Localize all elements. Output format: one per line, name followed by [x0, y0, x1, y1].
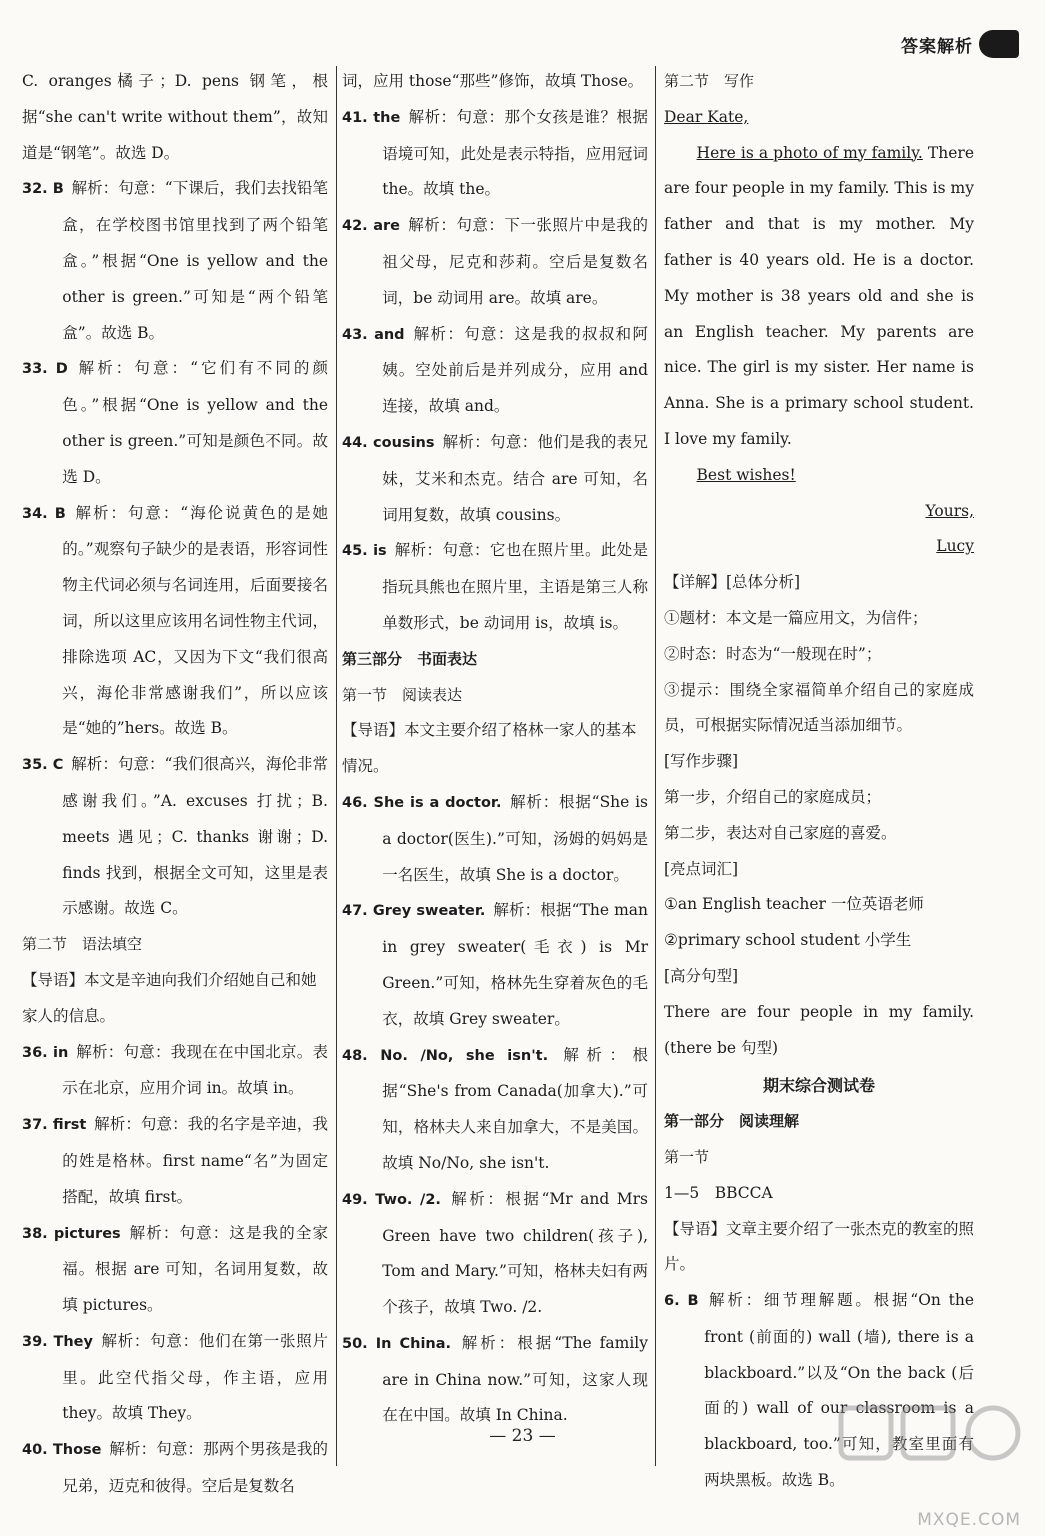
section-heading: 第一部分 阅读理解	[664, 1112, 800, 1131]
answer-explanation: 解析：句意：这是我的全家福。根据 are 可知，名词用复数，故填 pictures。	[62, 1223, 328, 1315]
answer-number: 36. in	[22, 1044, 69, 1061]
answer-item	[342, 1038, 648, 1182]
text-line: 第一步，介绍自己的家庭成员；	[664, 787, 882, 806]
text-line: [高分句型]	[664, 966, 739, 985]
answer-item	[342, 100, 648, 208]
answer-number: 41. the	[342, 109, 401, 126]
text-line: 【详解】[总体分析]	[664, 573, 801, 592]
text-line: C. oranges橘子；D. pens 钢笔，根据“she can't write without them”，故知道是“钢笔”。故选 D。	[22, 72, 328, 162]
answer-item	[22, 1324, 328, 1432]
section-heading: 第一节 阅读表达	[342, 685, 463, 704]
text-line: ②primary school student 小学生	[664, 931, 912, 950]
text-line: 【导语】本文是辛迪向我们介绍她自己和她家人的信息。	[22, 970, 317, 1025]
answer-number: 33. D	[22, 361, 68, 378]
answer-explanation: 解析：句意：“它们有不同的颜色。”根据“One is yellow and the other is green.”可知是颜色不同。故选 D。	[62, 359, 328, 486]
answer-item	[342, 208, 648, 316]
answer-explanation: 解析：根据“She is a doctor(医生).”可知，汤姆的妈妈是一名医生，故填 She is a doctor。	[382, 792, 648, 884]
text-line: 第二步，表达对自己家庭的喜爱。	[664, 823, 897, 842]
answer-number: 50. In China.	[342, 1335, 452, 1352]
answer-number: 45. is	[342, 543, 387, 560]
answer-item	[342, 317, 648, 425]
letter-body-rest: There are four people in my family. This is my father and that is my mother. My father is 40 years old. He is a doctor. My mother is 38 years old and she is an English teacher. My parents are nice. The girl is my sister. Her name is Anna. She is a primary school student. I love my family.	[664, 143, 974, 448]
answer-item	[22, 1035, 328, 1108]
answer-number: 35. C	[22, 757, 64, 774]
letter-yours: Yours,	[925, 501, 974, 520]
answer-item	[342, 425, 648, 533]
answer-explanation: 解析：句意：那个女孩是谁？根据语境可知，此处是表示特指，应用冠词 the。故填 the。	[382, 107, 648, 199]
letter-salutation: Dear Kate,	[664, 107, 749, 126]
text-line: There are four people in my family. (there be 句型)	[664, 1002, 974, 1057]
answer-explanation: 解析：句意：我现在在中国北京。表示在北京，应用介词 in。故填 in。	[62, 1042, 328, 1098]
answer-explanation: 解析：句意：它也在照片里。此处是指玩具熊也在照片里，主语是第三人称单数形式，be 动词用 is，故填 is。	[382, 541, 648, 632]
column-left	[22, 64, 328, 1505]
answer-explanation: 解析：细节理解题。根据“On the front (前面的) wall (墙), there is a blackboard.”以及“On the back (后面的) wall of our classroom is a blackboard, too.”可知，教室里面有两块黑板。故选 B。	[704, 1291, 974, 1490]
section-heading: 第二节 语法填空	[22, 935, 143, 954]
test-title: 期末综合测试卷	[762, 1076, 875, 1096]
answer-item	[22, 747, 328, 927]
answer-item	[22, 1107, 328, 1215]
answer-item	[22, 171, 328, 351]
letter-signature: Lucy	[936, 537, 974, 556]
letter-body	[664, 136, 974, 458]
column-right	[664, 64, 974, 1499]
writing-analysis	[664, 565, 974, 1499]
text-line: 【导语】文章主要介绍了一张杰克的教室的照片。	[664, 1219, 975, 1274]
text-line: ②时态：时态为“一般现在时”；	[664, 644, 882, 663]
answer-explanation: 解析：根据“The family are in China now.”可知，这家人现在在中国。故填 In China.	[382, 1333, 648, 1425]
section-heading: 第一节	[664, 1147, 710, 1166]
answer-explanation: 解析：根据“The man in grey sweater(毛衣) is Mr Green.”可知，格林先生穿着灰色的毛衣，故填 Grey sweater。	[382, 901, 648, 1028]
answer-item	[342, 785, 648, 893]
writing-sample	[664, 64, 974, 565]
answer-explanation: 解析：句意：他们在第一张照片里。此空代指父母，作主语，应用 they。故填 They。	[62, 1331, 328, 1423]
answer-number: 37. first	[22, 1117, 87, 1134]
answer-explanation: 解析：句意：这是我的叔叔和阿姨。空处前后是并列成分，应用 and 连接，故填 and。	[382, 324, 648, 416]
header-tab	[901, 28, 1019, 60]
answer-explanation: 解析：句意：“我们很高兴，海伦非常感谢我们。”A. excuses 打扰；B. meets 遇见；C. thanks 谢谢；D. finds 找到，根据全文可知，这里是表示感谢。故选 C。	[62, 755, 328, 918]
answer-explanation: 解析：句意：我的名字是辛迪，我的姓是格林。first name“名”为固定搭配，故填 first。	[62, 1115, 328, 1206]
text-line: 1—5 BBCCA	[664, 1183, 773, 1202]
answer-item	[664, 1283, 974, 1499]
text-line: [亮点词汇]	[664, 859, 739, 878]
answer-explanation: 解析：句意：他们是我的表兄妹，艾米和杰克。结合 are 可知，名词用复数，故填 cousins。	[382, 432, 648, 524]
answer-number: 32. B	[22, 181, 64, 198]
text-line: [写作步骤]	[664, 752, 739, 771]
answer-item	[342, 533, 648, 641]
answer-explanation: 解析：根据“Mr and Mrs Green have two children(孩子), Tom and Mary.”可知，格林夫妇有两个孩子，故填 Two. /2.	[382, 1189, 648, 1317]
answer-explanation: 解析：句意：那两个男孩是我的兄弟，迈克和彼得。空后是复数名	[62, 1440, 328, 1496]
letter-first-sentence: Here is a photo of my family.	[696, 143, 923, 162]
answer-explanation: 解析：根据“She's from Canada(加拿大).”可知，格林夫人来自加拿大，不是美国。故填 No/No, she isn't.	[382, 1045, 648, 1172]
answer-item	[342, 1182, 648, 1326]
answer-explanation: 解析：句意：“下课后，我们去找铅笔盒，在学校图书馆里找到了两个铅笔盒。”根据“One is yellow and the other is green.”可知是“两个铅笔盒”。故选 B。	[62, 179, 328, 342]
column-middle	[342, 64, 648, 1434]
answer-item	[22, 1216, 328, 1324]
answer-number: 40. Those	[22, 1442, 102, 1459]
answer-explanation: 解析：句意：“海伦说黄色的是她的。”观察句子缺少的是表语，形容词性物主代词必须与名词连用，后面要接名词，所以这里应该用名词性物主代词，排除选项 AC，又因为下文“我们很高兴，海伦非常感谢我们”，所以应该是“她的”hers。故选 B。	[62, 503, 328, 738]
answer-item	[22, 496, 328, 748]
column-divider	[336, 66, 337, 1466]
answer-number: 44. cousins	[342, 434, 435, 451]
answer-number: 47. Grey sweater.	[342, 903, 486, 920]
answer-number: 46. She is a doctor.	[342, 794, 502, 811]
section-heading: 第二节 写作	[664, 72, 755, 90]
page-number: — 23 —	[489, 1426, 556, 1446]
answer-number: 38. pictures	[22, 1225, 121, 1242]
answer-number: 48. No. /No, she isn't.	[342, 1047, 549, 1064]
text-line: ①题材：本文是一篇应用文，为信件；	[664, 608, 928, 627]
section-heading: 第三部分 书面表达	[342, 649, 478, 668]
text-line: ③提示：围绕全家福简单介绍自己的家庭成员，可根据实际情况适当添加细节。	[664, 680, 974, 735]
answer-item	[22, 351, 328, 495]
answer-number: 43. and	[342, 326, 405, 343]
text-line: ①an English teacher 一位英语老师	[664, 895, 924, 914]
answer-number: 49. Two. /2.	[342, 1191, 441, 1208]
answer-number: 42. are	[342, 218, 401, 235]
text-line: 【导语】本文主要介绍了格林一家人的基本情况。	[342, 721, 637, 776]
answer-explanation: 解析：句意：下一张照片中是我的祖父母，尼克和莎莉。空后是复数名词，be 动词用 are。故填 are。	[382, 216, 648, 307]
watermark-text: MXQE.COM	[917, 1510, 1021, 1530]
header-label: 答案解析	[901, 36, 973, 57]
answer-number: 39. They	[22, 1333, 93, 1350]
answer-item	[342, 893, 648, 1037]
text-line: 词，应用 those“那些”修饰，故填 Those。	[342, 72, 644, 90]
letter-closing: Best wishes!	[696, 465, 796, 484]
answer-number: 6. B	[664, 1293, 699, 1310]
column-divider	[655, 66, 656, 1466]
answer-number: 34. B	[22, 505, 66, 522]
answer-item	[342, 1326, 648, 1434]
header-pill	[979, 30, 1019, 58]
